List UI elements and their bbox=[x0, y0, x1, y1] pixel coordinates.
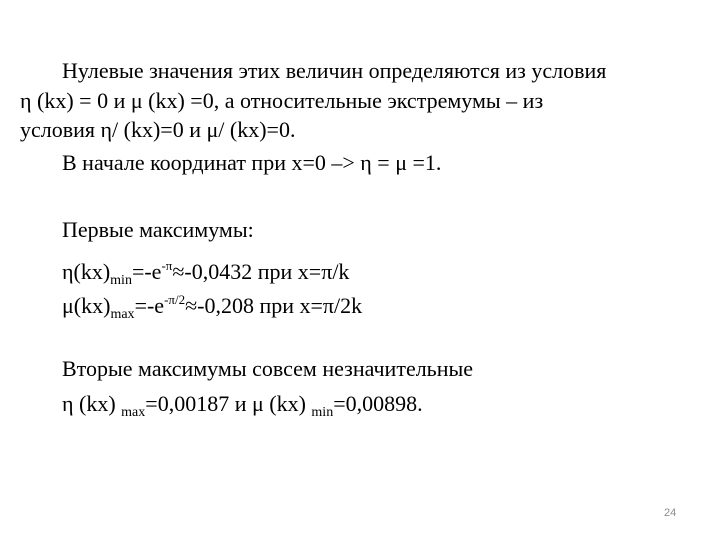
second-maxima-heading: Вторые максимумы совсем незначительные bbox=[62, 356, 474, 381]
eta-min-lhs: η(kx) bbox=[62, 259, 111, 284]
mu-max-exponent: -π/2 bbox=[164, 292, 186, 307]
paragraph1-line1: Нулевые значения этих величин определяются из условия bbox=[62, 58, 607, 83]
mu-min-subscript: min bbox=[311, 405, 334, 420]
paragraph1-line2: η (kx) = 0 и μ (kx) =0, а относительные экстремумы – из bbox=[20, 88, 544, 113]
mu-max-value: ≈-0,208 при x=π/2k bbox=[185, 293, 363, 318]
mu-max-formula bbox=[62, 287, 362, 328]
eta-min-exponent: -π bbox=[161, 258, 173, 273]
mu-max-subscript: max bbox=[110, 307, 135, 322]
paragraph1-line3: условия η/ (kx)=0 и μ/ (kx)=0. bbox=[20, 117, 296, 142]
mu-min-value: =0,00898. bbox=[333, 391, 423, 416]
second-maxima-formula bbox=[62, 391, 423, 426]
mu-max-lhs: μ(kx) bbox=[62, 293, 111, 318]
eta-min-value: ≈-0,0432 при x=π/k bbox=[172, 259, 350, 284]
first-maxima-heading: Первые максимумы: bbox=[62, 217, 254, 242]
mu-max-equals: =-e bbox=[134, 293, 165, 318]
eta-min-equals: =-e bbox=[131, 259, 162, 284]
origin-condition-line: В начале координат при x=0 –> η = μ =1. bbox=[62, 150, 442, 175]
mu-min-lhs: =0,00187 и μ (kx) bbox=[145, 391, 312, 416]
eta-max-lhs: η (kx) bbox=[62, 391, 122, 416]
eta-min-subscript: min bbox=[110, 273, 132, 288]
eta-max-subscript: max bbox=[121, 405, 146, 420]
page-number: 24 bbox=[664, 507, 677, 519]
